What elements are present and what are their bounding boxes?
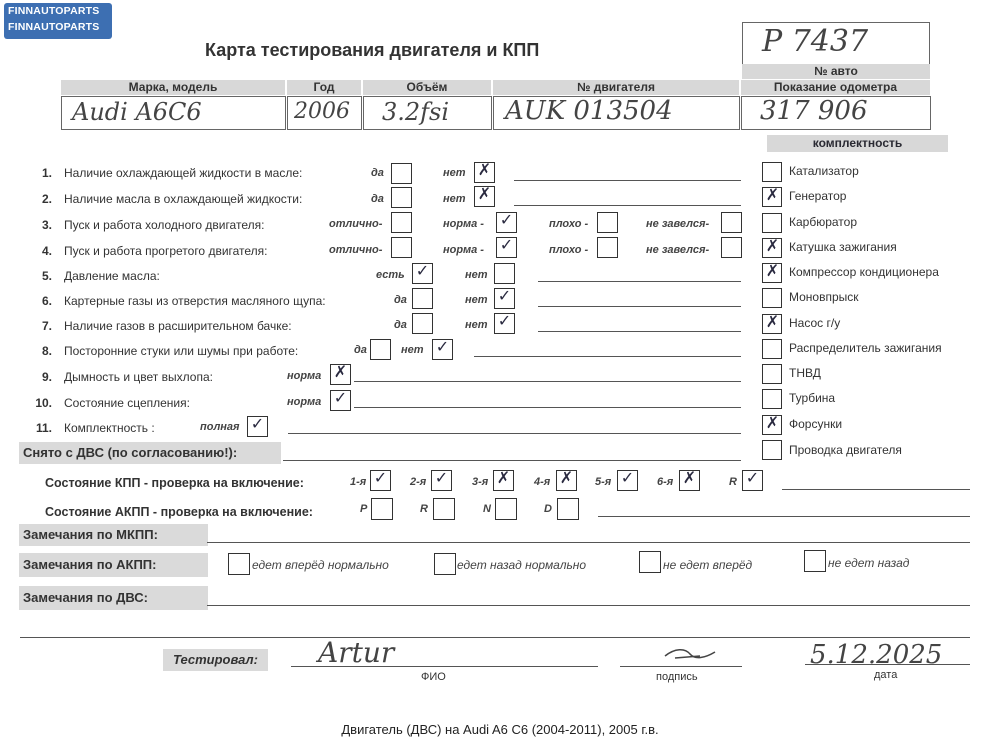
question-number: 8. [41,344,52,358]
question-number: 11. [35,421,52,435]
gear-checkbox[interactable] [742,470,763,491]
option-checkbox[interactable] [496,237,517,258]
gear-checkbox[interactable] [617,470,638,491]
signature-icon [660,644,720,664]
option-checkbox[interactable] [597,237,618,258]
model-value: Audi A6C6 [72,98,202,126]
date-caption: дата [874,669,898,681]
check-mark-icon: ✗ [765,236,780,255]
gear-checkbox[interactable] [679,470,700,491]
completeness-checkbox[interactable] [762,162,782,182]
answer-line [20,637,970,638]
option-label: норма - [443,244,484,256]
answer-line [207,605,970,606]
completeness-label: Карбюратор [789,215,858,229]
remarks-mkpp-header: Замечания по МКПП: [19,524,208,546]
akpp-option-label: не едет назад [828,556,910,570]
check-mark-icon: ✓ [333,388,348,407]
option-label: нет [465,294,488,306]
option-checkbox[interactable] [370,339,391,360]
gear-label: 1-я [350,476,367,488]
check-mark-icon: ✓ [497,286,512,305]
check-mark-icon: ✗ [559,468,574,487]
option-checkbox[interactable] [494,313,515,334]
completeness-label: Проводка двигателя [789,443,902,457]
answer-line [538,306,741,307]
question-text: Состояние сцепления: [64,396,190,410]
option-label: нет [465,319,488,331]
question-text: Пуск и работа холодного двигателя: [64,218,265,232]
logo-line-1: FINNAUTOPARTS [8,5,100,17]
question-number: 4. [41,244,52,258]
option-checkbox[interactable] [330,390,351,411]
check-mark-icon: ✓ [499,235,514,254]
question-text: Наличие газов в расширительном бачке: [64,319,292,333]
image-caption: Двигатель (ДВС) на Audi A6 C6 (2004-2011), 2005 г.в. [341,722,659,737]
answer-line [805,664,970,665]
akpp-option-label: едет назад нормально [457,558,587,572]
completeness-label: Компрессор кондиционера [789,265,939,279]
completeness-checkbox[interactable] [762,213,782,233]
question-number: 5. [41,269,52,283]
gear-label: R [729,476,737,488]
question-text: Давление масла: [64,269,160,283]
option-checkbox[interactable] [494,263,515,284]
answer-line [538,331,741,332]
gear-checkbox[interactable] [495,498,517,520]
gear-checkbox[interactable] [431,470,452,491]
question-number: 1. [41,166,52,180]
option-label: да [394,294,407,306]
option-checkbox[interactable] [494,288,515,309]
gear-label: N [483,503,491,515]
check-mark-icon: ✓ [415,261,430,280]
answer-line [598,516,970,517]
fio-caption: ФИО [421,671,446,683]
check-mark-icon: ✓ [499,210,514,229]
option-checkbox[interactable] [412,288,433,309]
option-label: норма - [443,218,484,230]
option-label: да [354,344,367,356]
completeness-checkbox[interactable] [762,288,782,308]
option-checkbox[interactable] [247,416,268,437]
gear-checkbox[interactable] [556,470,577,491]
gear-checkbox[interactable] [370,470,391,491]
check-mark-icon: ✓ [435,337,450,356]
gear-checkbox[interactable] [493,470,514,491]
check-mark-icon: ✗ [765,312,780,331]
completeness-header: комплектность [767,135,948,152]
question-number: 9. [41,370,52,384]
option-label: плохо - [549,244,589,256]
option-checkbox[interactable] [391,163,412,184]
akpp-option-checkbox[interactable] [804,550,826,572]
option-label: да [371,193,384,205]
check-mark-icon: ✗ [765,261,780,280]
completeness-label: Генератор [789,189,847,203]
completeness-checkbox[interactable] [762,364,782,384]
logo-line-2: FINNAUTOPARTS [8,21,100,33]
option-label: плохо - [549,218,589,230]
option-checkbox[interactable] [496,212,517,233]
completeness-label: Форсунки [789,417,843,431]
completeness-checkbox[interactable] [762,314,782,334]
auto-number-header: № авто [742,64,930,79]
option-checkbox[interactable] [330,364,351,385]
gear-checkbox[interactable] [557,498,579,520]
gear-label: D [544,503,552,515]
option-label: есть [376,269,405,281]
gear-label: 2-я [410,476,427,488]
completeness-checkbox[interactable] [762,415,782,435]
check-mark-icon: ✗ [496,468,511,487]
option-label: отлично- [329,218,383,230]
completeness-label: Моновпрыск [789,290,859,304]
akpp-label: Состояние АКПП - проверка на включение: [45,505,313,519]
completeness-checkbox[interactable] [762,389,782,409]
akpp-option-checkbox[interactable] [228,553,250,575]
option-checkbox[interactable] [597,212,618,233]
gear-label: 3-я [472,476,489,488]
test-date: 5.12.2025 [810,640,943,670]
answer-line [354,407,741,408]
completeness-checkbox[interactable] [762,263,782,283]
check-mark-icon: ✗ [765,185,780,204]
completeness-label: Насос г/у [789,316,841,330]
answer-line [354,381,741,382]
check-mark-icon: ✓ [250,414,265,433]
odometer-value: 317 906 [760,96,868,126]
remarks-akpp-header: Замечания по АКПП: [19,553,208,577]
option-label: нет [443,193,466,205]
answer-line [620,666,742,667]
check-mark-icon: ✓ [497,311,512,330]
option-label: отлично- [329,244,383,256]
option-label: нет [401,344,424,356]
option-label: да [371,167,384,179]
option-checkbox[interactable] [474,162,495,183]
gear-label: 4-я [534,476,551,488]
signature-caption: подпись [656,671,698,683]
completeness-label: Катализатор [789,164,859,178]
akpp-option-checkbox[interactable] [639,551,661,573]
tester-name: Artur [318,636,395,669]
question-text: Посторонние стуки или шумы при работе: [64,344,299,358]
option-checkbox[interactable] [391,212,412,233]
answer-line [782,489,970,490]
auto-number-value: P 7437 [762,24,869,59]
answer-line [283,460,741,461]
option-checkbox[interactable] [391,237,412,258]
question-text: Комплектность : [64,421,155,435]
gear-label: R [420,503,428,515]
gear-label: 5-я [595,476,612,488]
tested-by-header: Тестировал: [163,649,268,671]
check-mark-icon: ✗ [333,362,348,381]
completeness-checkbox[interactable] [762,440,782,460]
question-text: Пуск и работа прогретого двигателя: [64,244,268,258]
answer-line [538,281,741,282]
answer-line [514,180,741,181]
brand-logo [4,3,112,39]
answer-line [474,356,741,357]
question-text: Картерные газы из отверстия масляного щупа: [64,294,326,308]
form-title: Карта тестирования двигателя и КПП [205,40,540,60]
option-checkbox[interactable] [721,212,742,233]
header-engine-no: № двигателя [493,80,739,95]
gear-label: 6-я [657,476,674,488]
header-volume: Объём [363,80,491,95]
option-label: не завелся- [646,244,710,256]
option-checkbox[interactable] [474,186,495,207]
question-number: 7. [41,319,52,333]
volume-value: 3.2fsi [382,98,450,126]
engine-no-value: AUK 013504 [505,96,673,126]
check-mark-icon: ✓ [620,468,635,487]
option-checkbox[interactable] [391,187,412,208]
answer-line [514,205,741,206]
gear-checkbox[interactable] [371,498,393,520]
option-checkbox[interactable] [412,263,433,284]
question-text: Наличие масла в охлаждающей жидкости: [64,192,303,206]
question-number: 10. [35,396,52,410]
completeness-checkbox[interactable] [762,187,782,207]
akpp-option-checkbox[interactable] [434,553,456,575]
question-number: 3. [41,218,52,232]
header-year: Год [287,80,361,95]
option-label: не завелся- [646,218,710,230]
header-model: Марка, модель [61,80,285,95]
answer-line [288,433,741,434]
option-label: норма [287,370,322,382]
completeness-checkbox[interactable] [762,339,782,359]
option-label: норма [287,396,322,408]
header-odometer: Показание одометра [741,80,930,95]
removed-section-header: Снято с ДВС (по согласованию!): [19,442,281,464]
check-mark-icon: ✓ [373,468,388,487]
answer-line [207,542,970,543]
answer-line [291,666,598,667]
akpp-option-label: не едет вперёд [663,558,753,572]
option-checkbox[interactable] [412,313,433,334]
kpp-label: Состояние КПП - проверка на включение: [45,476,304,490]
completeness-label: Распределитель зажигания [789,341,942,355]
check-mark-icon: ✗ [682,468,697,487]
gear-checkbox[interactable] [433,498,455,520]
option-label: полная [200,421,240,433]
year-value: 2006 [294,99,350,124]
akpp-option-label: едет вперёд нормально [252,558,389,572]
completeness-label: Катушка зажигания [789,240,897,254]
check-mark-icon: ✗ [477,160,492,179]
check-mark-icon: ✓ [434,468,449,487]
question-number: 2. [41,192,52,206]
check-mark-icon: ✗ [477,184,492,203]
gear-label: P [360,503,368,515]
completeness-checkbox[interactable] [762,238,782,258]
completeness-label: ТНВД [789,366,821,380]
check-mark-icon: ✗ [765,413,780,432]
completeness-label: Турбина [789,391,836,405]
option-checkbox[interactable] [432,339,453,360]
question-text: Наличие охлаждающей жидкости в масле: [64,166,303,180]
option-label: нет [465,269,488,281]
check-mark-icon: ✓ [745,468,760,487]
option-label: нет [443,167,466,179]
option-checkbox[interactable] [721,237,742,258]
remarks-dvs-header: Замечания по ДВС: [19,586,208,610]
option-label: да [394,319,407,331]
question-number: 6. [41,294,52,308]
question-text: Дымность и цвет выхлопа: [64,370,213,384]
